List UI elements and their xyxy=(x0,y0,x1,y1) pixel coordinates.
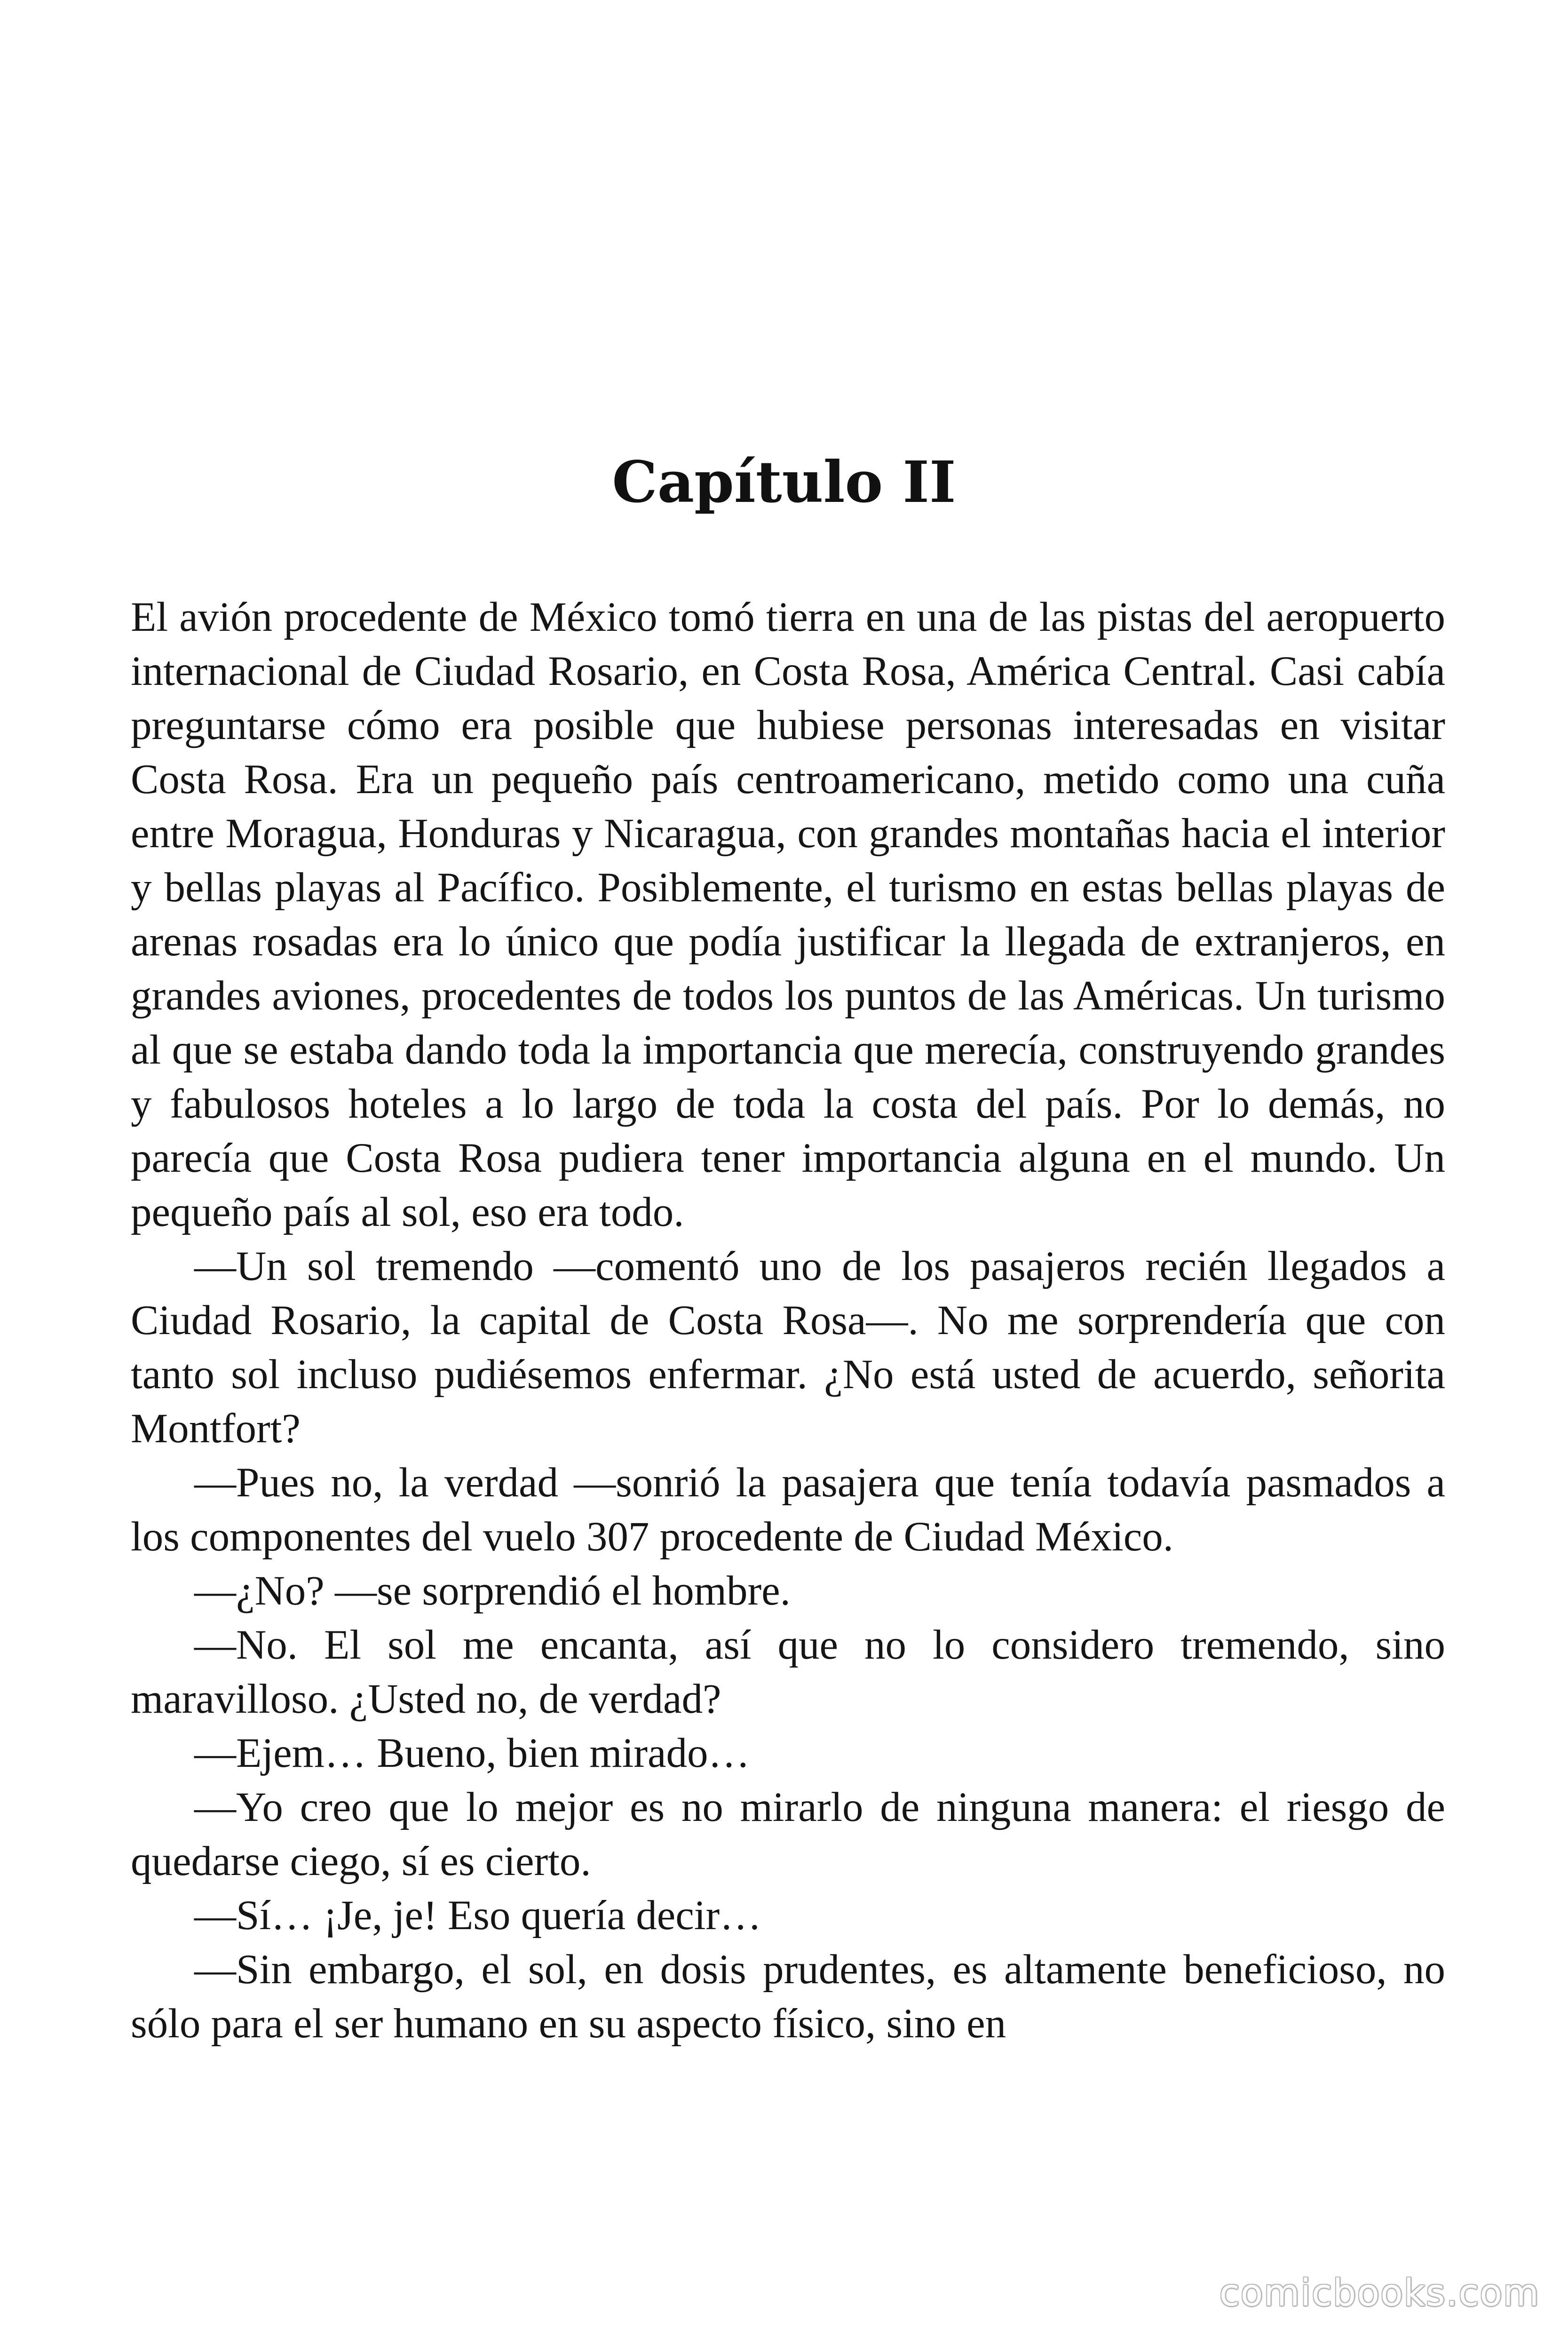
paragraph-narration: El avión procedente de México tomó tierra en una de las pistas del aeropuerto internacional de Ciudad Rosario, en Costa Rosa, América Central. Casi cabía preguntarse cómo era posible que hubiese personas interesadas en visitar Costa Rosa. Era un pequeño país centroamericano, metido como una cuña entre Moragua, Honduras y Nicaragua, con grandes montañas hacia el interior y bellas playas al Pacífico. Posiblemente, el turismo en estas bellas playas de arenas rosadas era lo único que podía justificar la llegada de extranjeros, en grandes aviones, procedentes de todos los puntos de las Américas. Un turismo al que se estaba dando toda la importancia que merecía, construyendo grandes y fabulosos hoteles a lo largo de toda la costa del país. Por lo demás, no parecía que Costa Rosa pudiera tener importancia alguna en el mundo. Un pequeño país al sol, eso era todo. xyxy=(131,594,1445,1235)
paragraph-dialogue: —No. El sol me encanta, así que no lo considero tremendo, sino maravilloso. ¿Usted no, de verdad? xyxy=(131,1622,1445,1722)
chapter-title: Capítulo II xyxy=(612,448,956,516)
paragraph-dialogue: —Sí… ¡Je, je! Eso quería decir… xyxy=(194,1892,762,1939)
watermark: comicbooks.com xyxy=(1219,2272,1540,2314)
paragraph-dialogue: —Yo creo que lo mejor es no mirarlo de ninguna manera: el riesgo de quedarse ciego, sí es cierto. xyxy=(131,1784,1445,1884)
paragraph-dialogue: —Un sol tremendo —comentó uno de los pasajeros recién llegados a Ciudad Rosario, la capital de Costa Rosa—. No me sorprendería que con tanto sol incluso pudiésemos enfermar. ¿No está usted de acuerdo, señorita Montfort? xyxy=(131,1243,1445,1452)
body-text xyxy=(131,590,1445,2051)
paragraph-dialogue: —Ejem… Bueno, bien mirado… xyxy=(194,1730,750,1776)
paragraph-dialogue: —¿No? —se sorprendió el hombre. xyxy=(194,1568,791,1614)
paragraph-dialogue: —Pues no, la verdad —sonrió la pasajera que tenía todavía pasmados a los componentes del vuelo 307 procedente de Ciudad México. xyxy=(131,1460,1445,1560)
paragraph-dialogue: —Sin embargo, el sol, en dosis prudentes, es altamente beneficioso, no sólo para el ser humano en su aspecto físico, sino en xyxy=(131,1947,1445,2047)
